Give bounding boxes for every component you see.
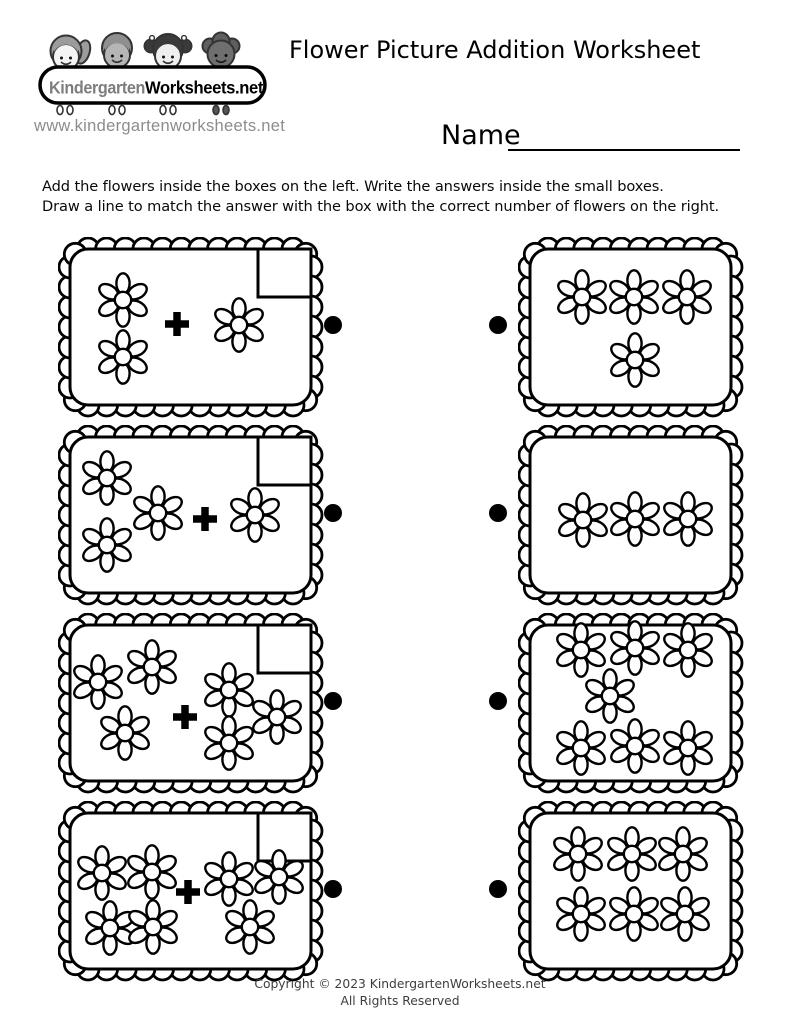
match-dot-right-4[interactable]: [489, 880, 507, 898]
answer-choice-box-1: [518, 237, 745, 422]
rights-line: All Rights Reserved: [340, 993, 460, 1008]
footer: [0, 976, 800, 1009]
copyright-line: Copyright © 2023 KindergartenWorksheets.net: [254, 977, 546, 991]
problem-box-4: [58, 801, 325, 986]
website-url: www.kindergartenworksheets.net: [34, 117, 286, 135]
worksheet-row-1: [0, 237, 800, 422]
answer-choice-box-3: [518, 613, 745, 798]
answer-box-3[interactable]: [258, 625, 311, 673]
worksheet-row-3: [0, 613, 800, 798]
logo-brand-text: KindergartenWorksheets.net: [49, 77, 264, 98]
match-dot-right-2[interactable]: [489, 504, 507, 522]
match-dot-left-1[interactable]: [324, 316, 342, 334]
answer-choice-box-2: [518, 425, 745, 610]
match-dot-left-4[interactable]: [324, 880, 342, 898]
instructions-line-1: Add the flowers inside the boxes on the left. Write the answers inside the small boxes.: [42, 178, 664, 195]
answer-choice-box-4: [518, 801, 745, 986]
name-label: Name: [441, 120, 521, 151]
instructions-line-2: Draw a line to match the answer with the box with the correct number of flowers on the right.: [42, 197, 720, 215]
match-dot-left-2[interactable]: [324, 504, 342, 522]
match-dot-left-3[interactable]: [324, 692, 342, 710]
worksheet-row-4: [0, 801, 800, 986]
problem-box-2: [58, 425, 325, 610]
answer-box-1[interactable]: [258, 249, 311, 297]
problem-box-3: [58, 613, 325, 798]
answer-box-2[interactable]: [258, 437, 311, 485]
match-dot-right-1[interactable]: [489, 316, 507, 334]
worksheet-row-2: [0, 425, 800, 610]
match-dot-right-3[interactable]: [489, 692, 507, 710]
page-title: Flower Picture Addition Worksheet: [289, 36, 701, 64]
problem-box-1: [58, 237, 325, 422]
